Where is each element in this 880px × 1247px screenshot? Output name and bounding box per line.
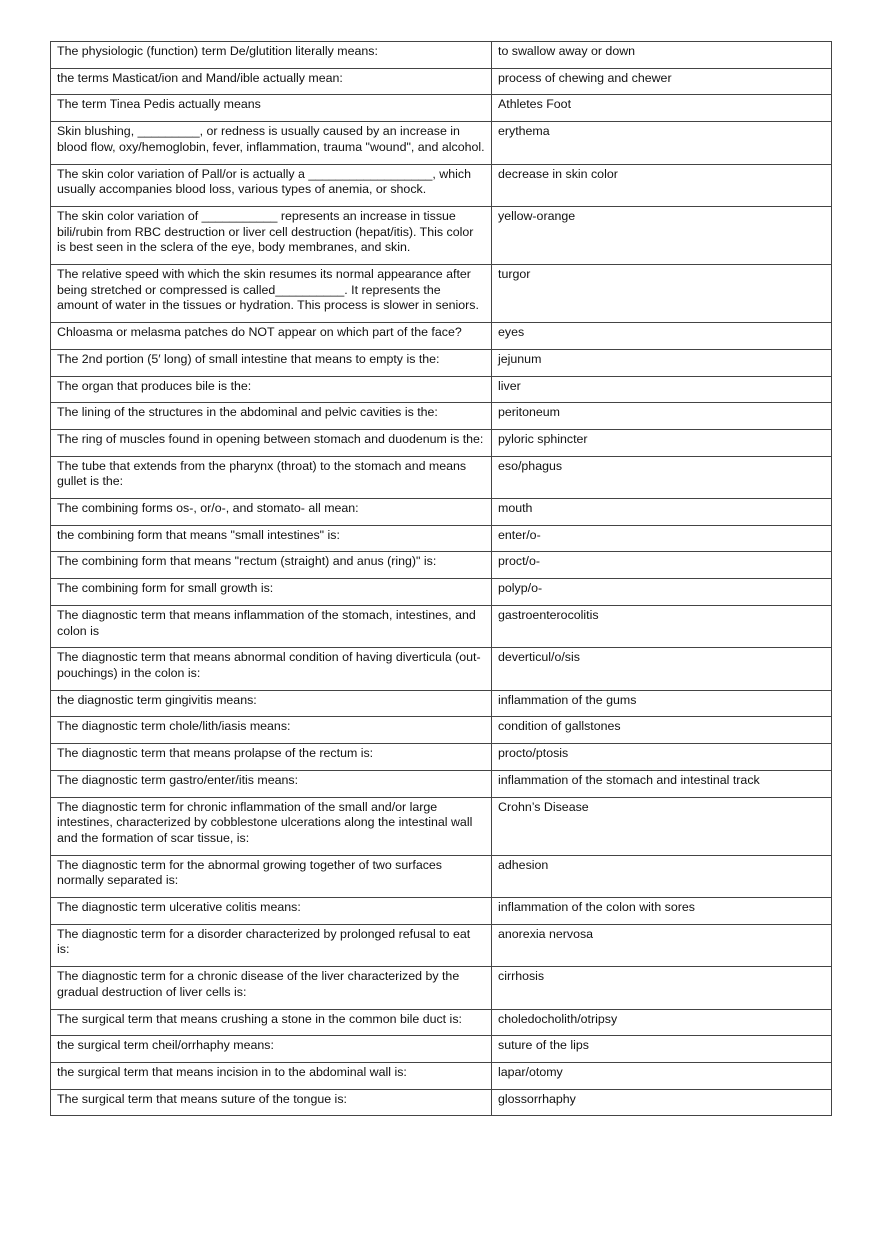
table-row [51, 770, 832, 797]
table-body [51, 42, 832, 1116]
answer-cell: gastroenterocolitis [492, 605, 832, 647]
table-row [51, 717, 832, 744]
question-cell: The term Tinea Pedis actually means [51, 95, 492, 122]
table-row [51, 1089, 832, 1116]
table-row [51, 1062, 832, 1089]
answer-cell: eso/phagus [492, 456, 832, 498]
question-cell: The diagnostic term for a chronic disease of the liver characterized by the gradual destruction of liver cells is: [51, 967, 492, 1009]
question-cell: the surgical term cheil/orrhaphy means: [51, 1036, 492, 1063]
question-cell: The diagnostic term gastro/enter/itis means: [51, 770, 492, 797]
answer-cell: to swallow away or down [492, 42, 832, 69]
answer-cell: enter/o- [492, 525, 832, 552]
question-cell: The tube that extends from the pharynx (throat) to the stomach and means gullet is the: [51, 456, 492, 498]
answer-cell: jejunum [492, 349, 832, 376]
table-row [51, 855, 832, 897]
answer-cell: eyes [492, 323, 832, 350]
question-cell: The relative speed with which the skin resumes its normal appearance after being stretched or compressed is called__________. It represents the amount of water in the tissues or hydration. This process is slower in seniors. [51, 265, 492, 323]
question-cell: The diagnostic term ulcerative colitis means: [51, 898, 492, 925]
question-cell: The diagnostic term that means inflammation of the stomach, intestines, and colon is [51, 605, 492, 647]
question-cell: the diagnostic term gingivitis means: [51, 690, 492, 717]
question-cell: The organ that produces bile is the: [51, 376, 492, 403]
question-cell: The combining forms os-, or/o-, and stomato- all mean: [51, 499, 492, 526]
question-cell: The skin color variation of ___________ represents an increase in tissue bili/rubin from RBC destruction or liver cell destruction (hepat/itis). This color is best seen in the sclera of the eye, body membranes, and skin. [51, 206, 492, 264]
table-row [51, 456, 832, 498]
answer-cell: pyloric sphincter [492, 429, 832, 456]
answer-cell: deverticul/o/sis [492, 648, 832, 690]
table-row [51, 525, 832, 552]
question-cell: The diagnostic term for the abnormal growing together of two surfaces normally separated is: [51, 855, 492, 897]
table-row [51, 744, 832, 771]
question-cell: The combining form for small growth is: [51, 579, 492, 606]
answer-cell: inflammation of the gums [492, 690, 832, 717]
answer-cell: lapar/otomy [492, 1062, 832, 1089]
table-row [51, 605, 832, 647]
question-cell: The skin color variation of Pall/or is actually a __________________, which usually accompanies blood loss, various types of anemia, or shock. [51, 164, 492, 206]
question-cell: Skin blushing, _________, or redness is usually caused by an increase in blood flow, oxy/hemoglobin, fever, inflammation, trauma "wound", and alcohol. [51, 122, 492, 164]
table-row [51, 552, 832, 579]
question-cell: the terms Masticat/ion and Mand/ible actually mean: [51, 68, 492, 95]
table-row [51, 42, 832, 69]
answer-cell: polyp/o- [492, 579, 832, 606]
question-cell: The 2nd portion (5′ long) of small intestine that means to empty is the: [51, 349, 492, 376]
table-row [51, 323, 832, 350]
table-row [51, 403, 832, 430]
question-cell: The diagnostic term that means abnormal condition of having diverticula (out-pouchings) in the colon is: [51, 648, 492, 690]
answer-cell: turgor [492, 265, 832, 323]
question-cell: The diagnostic term that means prolapse of the rectum is: [51, 744, 492, 771]
question-cell: The combining form that means "rectum (straight) and anus (ring)" is: [51, 552, 492, 579]
answer-cell: condition of gallstones [492, 717, 832, 744]
table-row [51, 122, 832, 164]
table-row [51, 1036, 832, 1063]
answer-cell: mouth [492, 499, 832, 526]
answer-cell: process of chewing and chewer [492, 68, 832, 95]
flashcard-sheet [50, 41, 831, 1116]
table-row [51, 68, 832, 95]
answer-cell: Athletes Foot [492, 95, 832, 122]
answer-cell: inflammation of the colon with sores [492, 898, 832, 925]
table-row [51, 690, 832, 717]
question-answer-table [50, 41, 832, 1116]
answer-cell: peritoneum [492, 403, 832, 430]
question-cell: The physiologic (function) term De/glutition literally means: [51, 42, 492, 69]
table-row [51, 95, 832, 122]
answer-cell: proct/o- [492, 552, 832, 579]
question-cell: Chloasma or melasma patches do NOT appear on which part of the face? [51, 323, 492, 350]
table-row [51, 648, 832, 690]
answer-cell: suture of the lips [492, 1036, 832, 1063]
table-row [51, 898, 832, 925]
table-row [51, 967, 832, 1009]
answer-cell: choledocholith/otripsy [492, 1009, 832, 1036]
answer-cell: liver [492, 376, 832, 403]
table-row [51, 349, 832, 376]
answer-cell: erythema [492, 122, 832, 164]
question-cell: The ring of muscles found in opening between stomach and duodenum is the: [51, 429, 492, 456]
question-cell: the combining form that means "small intestines" is: [51, 525, 492, 552]
table-row [51, 429, 832, 456]
answer-cell: yellow-orange [492, 206, 832, 264]
answer-cell: decrease in skin color [492, 164, 832, 206]
question-cell: The diagnostic term for a disorder characterized by prolonged refusal to eat is: [51, 924, 492, 966]
table-row [51, 265, 832, 323]
table-row [51, 1009, 832, 1036]
question-cell: The surgical term that means suture of the tongue is: [51, 1089, 492, 1116]
question-cell: The diagnostic term chole/lith/iasis means: [51, 717, 492, 744]
table-row [51, 206, 832, 264]
answer-cell: glossorrhaphy [492, 1089, 832, 1116]
answer-cell: inflammation of the stomach and intestinal track [492, 770, 832, 797]
answer-cell: Crohn’s Disease [492, 797, 832, 855]
question-cell: the surgical term that means incision in to the abdominal wall is: [51, 1062, 492, 1089]
table-row [51, 499, 832, 526]
answer-cell: adhesion [492, 855, 832, 897]
table-row [51, 376, 832, 403]
table-row [51, 924, 832, 966]
table-row [51, 164, 832, 206]
question-cell: The lining of the structures in the abdominal and pelvic cavities is the: [51, 403, 492, 430]
question-cell: The diagnostic term for chronic inflammation of the small and/or large intestines, characterized by cobblestone ulcerations along the intestinal wall and the formation of scar tissue, is: [51, 797, 492, 855]
table-row [51, 797, 832, 855]
answer-cell: cirrhosis [492, 967, 832, 1009]
table-row [51, 579, 832, 606]
question-cell: The surgical term that means crushing a stone in the common bile duct is: [51, 1009, 492, 1036]
answer-cell: anorexia nervosa [492, 924, 832, 966]
answer-cell: procto/ptosis [492, 744, 832, 771]
